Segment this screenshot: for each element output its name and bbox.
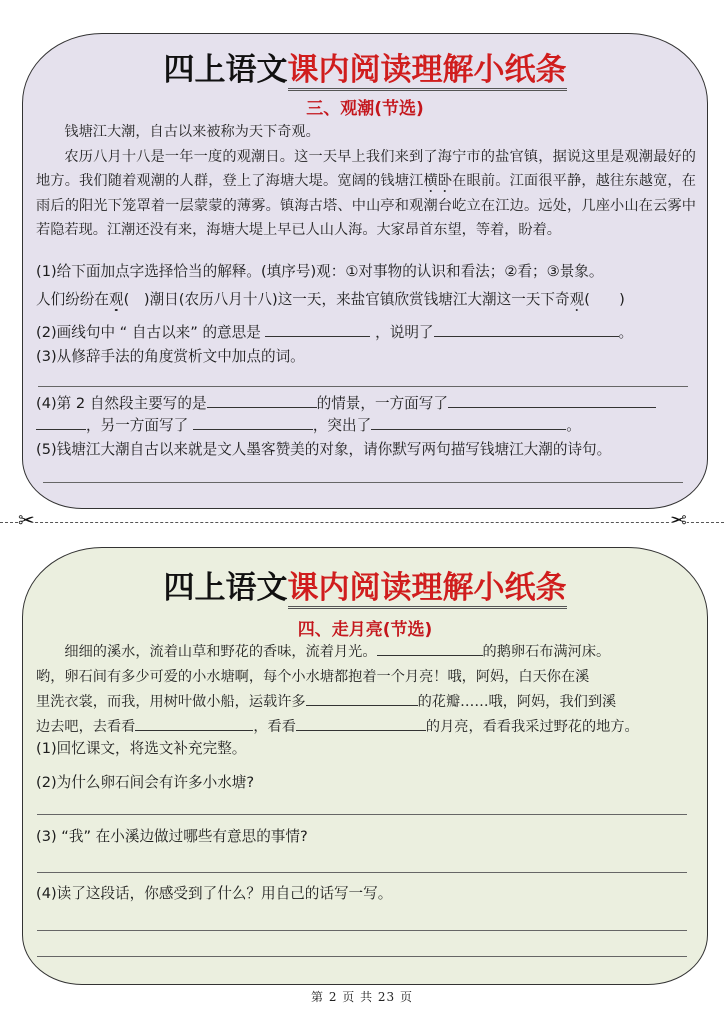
answer-blank[interactable]	[434, 323, 619, 337]
answer-line[interactable]	[37, 872, 687, 873]
dotted-char: 观	[569, 291, 585, 308]
passage-paragraph-1: 钱塘江大潮，自古以来被称为天下奇观。	[64, 124, 320, 140]
question-5: (5)钱塘江大潮自古以来就是文人墨客赞美的对象，请你默写两句描写钱塘江大潮的诗句。	[36, 441, 612, 458]
answer-blank[interactable]	[207, 394, 317, 408]
reading-card-guanchao	[22, 33, 708, 509]
section-heading: 三、观潮(节选)	[306, 99, 424, 119]
section-heading: 四、走月亮(节选)	[297, 620, 433, 640]
question-4: (4)读了这段话，你感受到了什么？用自己的话写一写。	[36, 885, 393, 902]
scissors-icon-right: ✂	[670, 508, 687, 532]
answer-blank[interactable]	[306, 692, 418, 706]
answer-blank[interactable]	[193, 416, 313, 430]
question-4-line1: (4)第 2 自然段主要写的是 的情景，一方面写了	[36, 394, 700, 414]
reading-card-zouyueliang	[22, 547, 708, 985]
passage-line: 里洗衣裳，而我，用树叶做小船，运载许多 的花瓣……哦，阿妈，我们到溪	[36, 694, 617, 710]
answer-blank[interactable]	[135, 717, 253, 731]
question-2: (2)为什么卵石间会有许多小水塘?	[36, 774, 255, 791]
answer-blank[interactable]	[265, 323, 370, 337]
question-1-prompt: (1)给下面加点字选择恰当的解释。(填序号)观：①对事物的认识和看法；②看；③景象。	[36, 263, 604, 280]
scissors-icon-left: ✂	[18, 508, 35, 532]
passage-text	[36, 120, 696, 243]
question-1-sentence: 人们纷纷在观( )潮日(农历八月十八)这一天，来盐官镇欣赏钱塘江大潮这一天下奇观( )	[36, 291, 625, 308]
answer-blank[interactable]	[371, 416, 566, 430]
cut-line	[0, 522, 724, 523]
answer-paren[interactable]: ( )潮日(农历八月十八)这一天，来盐官镇欣赏钱塘江大潮这一天下奇	[123, 291, 570, 308]
passage-paragraph-2: 农历八月十八是一年一度的观潮日。这一天早上我们来到了海宁市的盐官镇，据说这里是观潮最好的地方。我们随着观潮的人群，登上了海塘大堤。宽阔的钱塘江横卧在眼前。江面很平静，越往东越宽，在雨后的阳光下笼罩着一层蒙蒙的薄雾。镇海古塔、中山亭和观潮台屹立在江边。远处，几座小山在云雾中若隐若现。江潮还没有来，海塘大堤上早已人山人海。大家昂首东望，等着，盼着。	[36, 148, 696, 238]
answer-line[interactable]	[43, 482, 683, 483]
dotted-char: 横	[423, 173, 438, 189]
question-1: (1)回忆课文，将选文补充完整。	[36, 740, 247, 757]
answer-paren[interactable]: ( )	[584, 291, 625, 308]
question-3: (3)从修辞手法的角度赏析文中加点的词。	[36, 348, 305, 365]
dotted-char: 观	[108, 291, 124, 308]
card-title-prefix: 四上语文	[163, 52, 288, 88]
card-title	[23, 562, 707, 607]
card-title	[23, 44, 707, 89]
passage-line: 细细的溪水，流着山草和野花的香味，流着月光。 的鹅卵石布满河床。	[64, 644, 611, 660]
passage-text	[36, 640, 696, 740]
answer-blank[interactable]	[377, 642, 483, 656]
card-title-highlight: 课内阅读理解小纸条	[288, 570, 567, 609]
question-2: (2)画线句中 “ 自古以来” 的意思是 ，说明了 。	[36, 324, 634, 341]
passage-line: 边去吧，去看看 ，看看 的月亮，看看我采过野花的地方。	[36, 719, 639, 735]
answer-line[interactable]	[37, 956, 687, 957]
answer-line[interactable]	[37, 930, 687, 931]
card-title-highlight: 课内阅读理解小纸条	[288, 52, 567, 91]
answer-blank[interactable]	[36, 416, 86, 430]
answer-line[interactable]	[38, 386, 688, 387]
answer-line[interactable]	[37, 814, 687, 815]
dotted-char: 卧	[437, 173, 453, 189]
card-title-prefix: 四上语文	[163, 570, 288, 606]
answer-blank[interactable]	[296, 717, 426, 731]
question-3: (3) “我” 在小溪边做过哪些有意思的事情?	[36, 828, 308, 845]
question-4-line2: ，另一方面写了 ，突出了 。	[36, 416, 700, 436]
answer-blank[interactable]	[448, 394, 656, 408]
passage-line: 哟，卵石间有多少可爱的小水塘啊，每个小水塘都抱着一个月亮！哦，阿妈，白天你在溪	[36, 669, 590, 685]
page-number: 第 2 页 共 23 页	[311, 990, 413, 1004]
